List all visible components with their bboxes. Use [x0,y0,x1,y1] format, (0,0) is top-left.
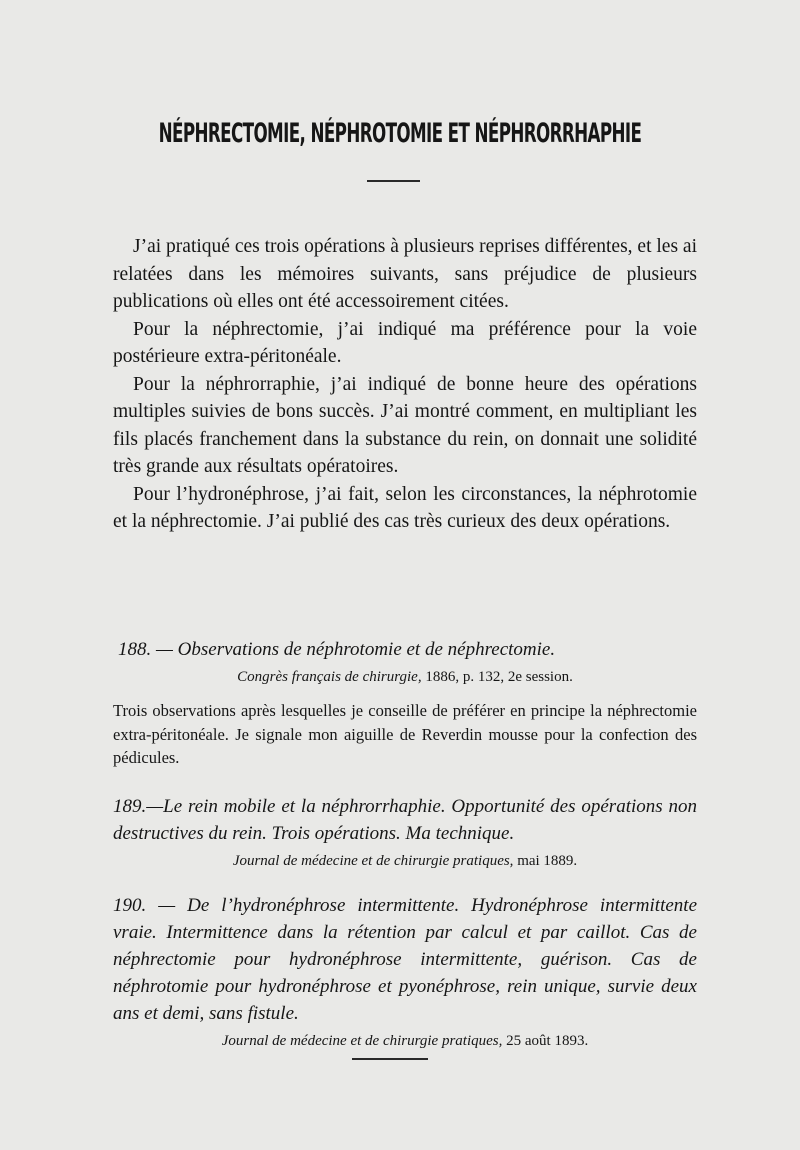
entry-source [113,666,697,688]
entry-source-detail: 25 août 1893. [506,1033,589,1049]
intro-paragraph: Pour la néphrectomie, j’ai indiqué ma préférence pour la voie postérieure extra-péritonéale. [113,318,697,367]
bibliography-entry-188 [113,636,697,770]
entry-source-detail: 1886, p. 132, 2e session. [425,669,573,685]
entry-dash: — [146,796,164,817]
entry-source-detail: mai 1889. [517,853,578,869]
entry-heading [113,892,697,1027]
entry-journal: Journal de médecine et de chirurgie pratiques, [221,1033,503,1049]
bibliography-entry-190 [113,892,697,1052]
page-title: NÉPHRECTOMIE, NÉPHROTOMIE ET NÉPHRORRHAPHIE [158,118,642,149]
intro-text [113,233,697,536]
title-rule [367,180,420,182]
entry-journal: Journal de médecine et de chirurgie pratiques, [232,853,514,869]
entry-title: De l’hydronéphrose intermittente. Hydronéphrose intermittente vraie. Intermittence dans la rétention par calcul et par caillot. Cas de néphrectomie pour hydronéphrose intermittente, guérison. Cas de néphrotomie pour hydronéphrose et pyonéphrose, rein unique, survie deux ans et demi, sans fistule. [113,895,697,1024]
entry-heading [113,636,697,663]
entry-source [113,850,697,872]
entry-description: Trois observations après lesquelles je conseille de préférer en principe la néphrectomie extra-péritonéale. Je signale mon aiguille de Reverdin mousse pour la confection des pédicules. [113,701,697,767]
entry-journal: Congrès français de chirurgie, [237,669,422,685]
entry-source [113,1030,697,1052]
entry-number: 190. [113,895,147,916]
entry-heading [113,793,697,847]
entry-title: Le rein mobile et la néphrorrhaphie. Opportunité des opérations non destructives du rein. Trois opérations. Ma technique. [113,796,697,844]
entry-dash: — [158,895,176,916]
intro-paragraph: Pour l’hydronéphrose, j’ai fait, selon les circonstances, la néphrotomie et la néphrectomie. J’ai publié des cas très curieux des deux opérations. [113,483,697,532]
entry-dash: — [156,639,173,660]
entry-title: Observations de néphrotomie et de néphrectomie. [177,639,556,660]
entry-number: 188. [118,639,152,660]
entry-number: 189. [113,796,147,817]
bibliography-entry-189 [113,793,697,872]
intro-paragraph: Pour la néphrorraphie, j’ai indiqué de bonne heure des opérations multiples suivies de bons succès. J’ai montré comment, en multipliant les fils placés franchement dans la substance du rein, on donnait une solidité très grande aux résultats opératoires. [113,373,697,477]
intro-paragraph: J’ai pratiqué ces trois opérations à plusieurs reprises différentes, et les ai relatées dans les mémoires suivants, sans préjudice de plusieurs publications où elles ont été accessoirement citées. [113,236,697,312]
closing-rule [352,1058,428,1060]
